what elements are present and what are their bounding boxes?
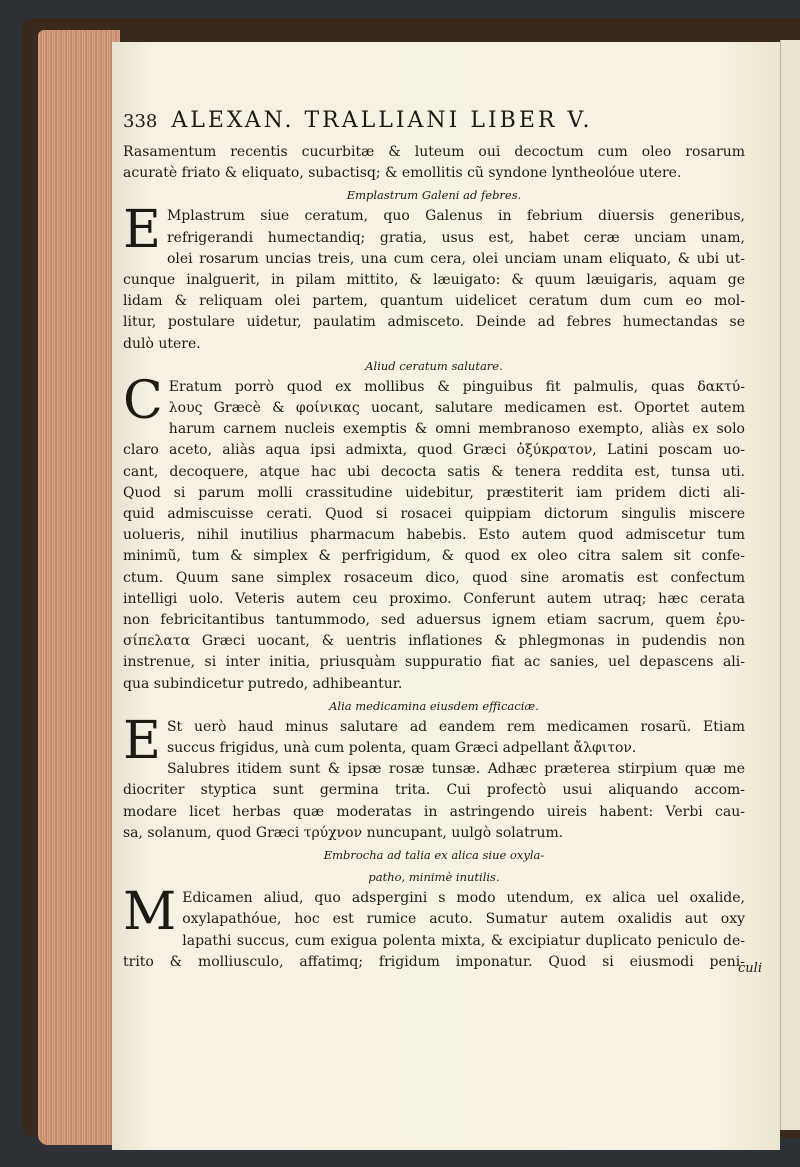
text-line: uolueris, nihil inutilius pharmacum habebis. Esto autem quod admiscetur tum [123, 527, 745, 544]
running-title: ALEXAN. TRALLIANI LIBER V. [171, 108, 593, 133]
text-line: minimũ, tum & simplex & perfrigidum, & quod ex oleo citra salem sit confe- [123, 548, 745, 565]
text-line: dulò utere. [123, 335, 201, 352]
page-edges [38, 30, 120, 1145]
section-paragraph [123, 370, 745, 695]
text-line: harum carnem nucleis exemptis & omni membranoso exempto, aliàs ex solo [168, 421, 745, 438]
text-line: lapathi succus, cum exigua polenta mixta, & excipiatur duplicato peniculo de- [182, 932, 745, 949]
drop-cap: E [123, 200, 161, 261]
text-line: cunque inalguerit, in pilam mittito, & læuigato: & quum læuigaris, aquam ge [123, 272, 745, 289]
text-line: sa, solanum, quod Græci τρύχνον nuncupant, uulgò solatrum. [123, 824, 564, 841]
text-line: succus frigidus, unà cum polenta, quam Græci adpellant ἄλφιτον. [166, 740, 637, 757]
text-line: quid admiscuisse cerati. Quod si rosacei quippiam dictorum singulis miscere [123, 506, 745, 523]
text-line: litur, postulare uidetur, paulatim admisceto. Deinde ad febres humectandas se [123, 314, 745, 331]
drop-cap: C [123, 370, 163, 431]
text-line: Edicamen aliud, quo adspergini s modo utendum, ex alica uel oxalide, [182, 890, 745, 907]
text-line: ctum. Quum sane simplex rosaceum dico, quod sine aromatis est confectum [123, 569, 745, 586]
text-line: oxylapathóue, hoc est rumice acuto. Sumatur autem oxalidis aut oxy [182, 911, 745, 928]
text-line: Eratum porrò quod ex mollibus & pinguibus fit palmulis, quas δακτύ- [168, 378, 745, 395]
section-paragraph [123, 710, 745, 844]
text-line: Rasamentum recentis cucurbitæ & luteum oui decoctum cum oleo rosarum [123, 144, 745, 160]
text-line: acuratè friato & eliquato, subactisq; & emollitis cũ syndone lyntheolóue utere. [123, 165, 682, 182]
text-line: Quod si parum molli crassitudine uidebitur, præstiterit iam pridem dicti ali- [123, 484, 745, 501]
running-header [123, 108, 745, 142]
drop-cap: M [123, 882, 177, 943]
section-heading: Embrocha ad talia ex alica siue oxyla- [323, 848, 545, 863]
section-heading: Alia medicamina eiusdem efficaciæ. [329, 698, 539, 713]
text-line: St uerò haud minus salutare ad eandem rem medicamen rosarũ. Etiam [166, 718, 745, 735]
section-paragraph [123, 200, 745, 354]
text-line: refrigerandi humectandiq; gratia, usus est, habet ceræ unciam unam, [166, 229, 745, 246]
text-line: non febricitantibus tantummodo, sed aduersus ignem etiam sacrum, quem ἐρυ- [123, 612, 745, 629]
drop-cap: E [123, 710, 161, 771]
section-heading-continued: patho, minimè inutilis. [368, 870, 500, 885]
text-line: olei rosarum uncias treis, una cum cera, olei unciam unam eliquato, & ubi ut- [166, 250, 745, 267]
page-number: 338 [123, 111, 158, 132]
intro-paragraph [123, 142, 745, 184]
text-line: qua subindicetur putredo, adhibeantur. [123, 675, 403, 692]
text-line: lidam & reliquam olei partem, quantum uidelicet ceratum dum cum eo mol- [123, 293, 745, 310]
page-text [123, 108, 745, 973]
text-line: instrenue, si inter initia, priusquàm suppuratio fiat ac sanies, uel depascens ali- [123, 654, 745, 671]
text-line: diocriter styptica sunt germina trita. Cui profectò usui aliquando accom- [123, 782, 745, 799]
section-heading: Emplastrum Galeni ad febres. [346, 188, 522, 203]
text-line: intelligi uolo. Veteris autem ceu proximo. Conferunt autem utraq; hæc cerata [123, 590, 745, 607]
text-line: trito & molliusculo, affatimq; frigidum imponatur. Quod si eiusmodi peni- [123, 953, 745, 970]
facing-page-edge [780, 40, 800, 1130]
section-paragraph [123, 882, 745, 973]
text-line: claro aceto, aliàs aqua ipsi admixta, quod Græci ὀξύκρατον, Latini poscam uo- [123, 442, 745, 459]
text-line: σίπελατα Græci uocant, & uentris inflationes & phlegmonas in pudendis non [123, 633, 745, 650]
text-line: modare licet herbas quæ moderatas in astringendo uireis habent: Verbi cau- [123, 803, 745, 820]
text-line: cant, decoquere, atque hac ubi decocta satis & tenera reddita est, tunsa uti. [123, 463, 745, 480]
text-line: λους Græcè & φοίνικας uocant, salutare medicamen est. Oportet autem [168, 400, 745, 417]
catchword: culi [738, 961, 762, 976]
section-heading: Aliud ceratum salutare. [365, 358, 503, 373]
text-line: Salubres itidem sunt & ipsæ rosæ tunsæ. Adhæc præterea stirpium quæ me [166, 761, 745, 778]
text-line: Mplastrum siue ceratum, quo Galenus in febrium diuersis generibus, [166, 208, 745, 225]
